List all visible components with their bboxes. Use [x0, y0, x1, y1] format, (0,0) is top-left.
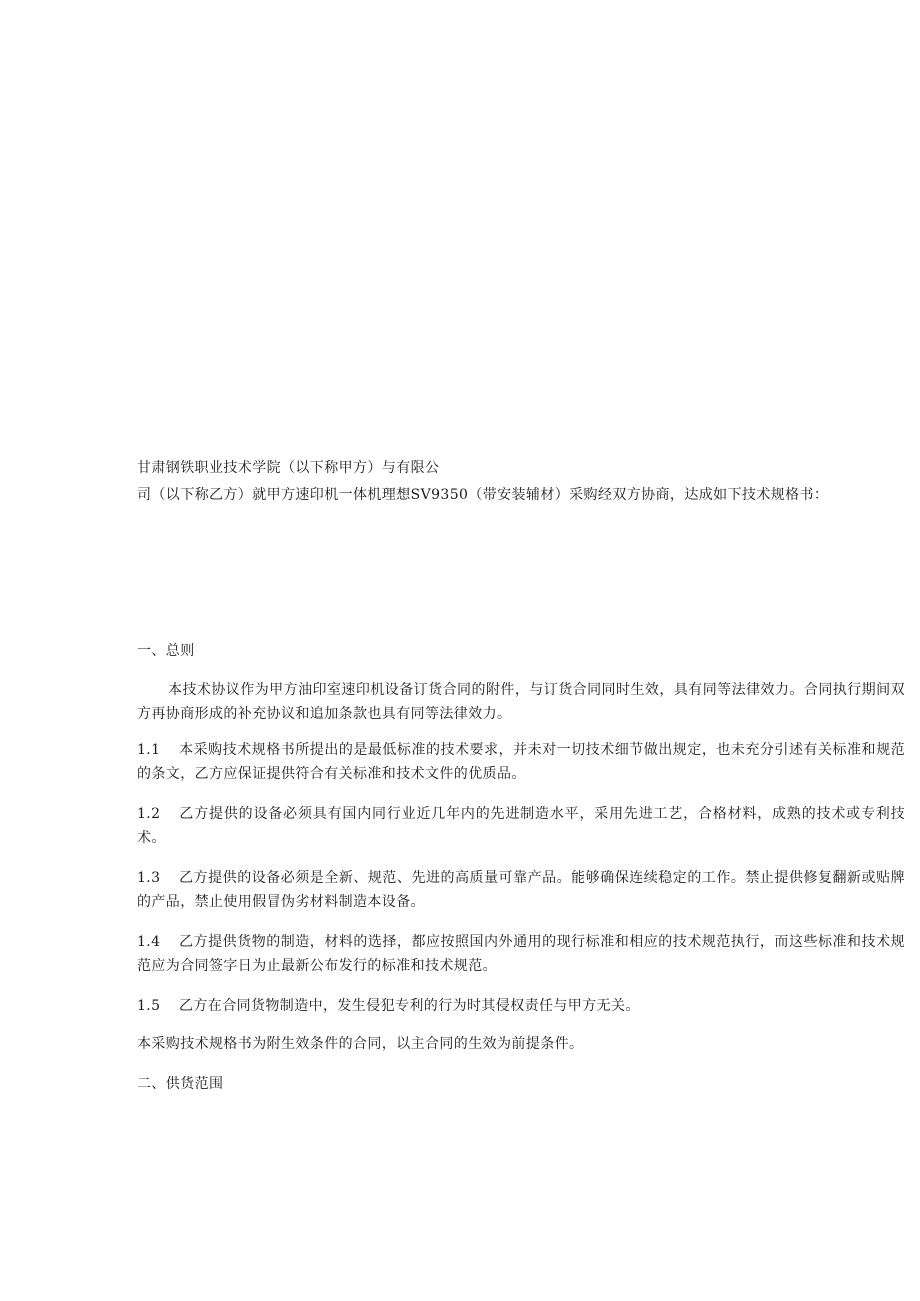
clause-1-3 — [137, 866, 905, 914]
clause-number: 1.1 — [137, 742, 161, 758]
clause-1-2 — [137, 802, 905, 850]
clause-number: 1.5 — [137, 998, 161, 1014]
clause-text: 乙方提供的设备必须是全新、规范、先进的高质量可靠产品。能够确保连续稳定的工作。禁止提供修复翻新或贴牌的产品，禁止使用假冒伪劣材料制造本设备。 — [137, 870, 905, 910]
section-1-heading: 一、总则 — [137, 643, 195, 659]
section-2-heading: 二、供货范围 — [137, 1076, 224, 1092]
clause-text: 乙方提供的设备必须具有国内同行业近几年内的先进制造水平，采用先进工艺，合格材料，成熟的技术或专利技术。 — [137, 806, 905, 846]
intro-line-2: 司（以下称乙方）就甲方速印机一体机理想SV9350（带安装辅材）采购经双方协商，达成如下技术规格书： — [137, 487, 829, 503]
clause-number: 1.3 — [137, 870, 161, 886]
section-1-paragraph: 本技术协议作为甲方油印室速印机设备订货合同的附件，与订货合同同时生效，具有同等法律效力。合同执行期间双方再协商形成的补充协议和追加条款也具有同等法律效力。 — [137, 682, 905, 722]
section-1-closing: 本采购技术规格书为附生效条件的合同，以主合同的生效为前提条件。 — [137, 1036, 584, 1052]
clause-text: 乙方在合同货物制造中，发生侵犯专利的行为时其侵权责任与甲方无关。 — [179, 998, 640, 1014]
clause-text: 乙方提供货物的制造，材料的选择，都应按照国内外通用的现行标准和相应的技术规范执行，而这些标准和技术规范应为合同签字日为止最新公布发行的标准和技术规范。 — [137, 934, 905, 974]
clause-number: 1.2 — [137, 806, 161, 822]
clause-1-4 — [137, 930, 905, 978]
clause-1-5 — [137, 994, 905, 1018]
clause-text: 本采购技术规格书所提出的是最低标准的技术要求，并未对一切技术细节做出规定，也未充分引述有关标准和规范的条文，乙方应保证提供符合有关标准和技术文件的优质品。 — [137, 742, 905, 782]
clause-1-1 — [137, 738, 905, 786]
clause-number: 1.4 — [137, 934, 161, 950]
intro-line-1: 甘肃钢铁职业技术学院（以下称甲方）与有限公 — [137, 460, 440, 476]
